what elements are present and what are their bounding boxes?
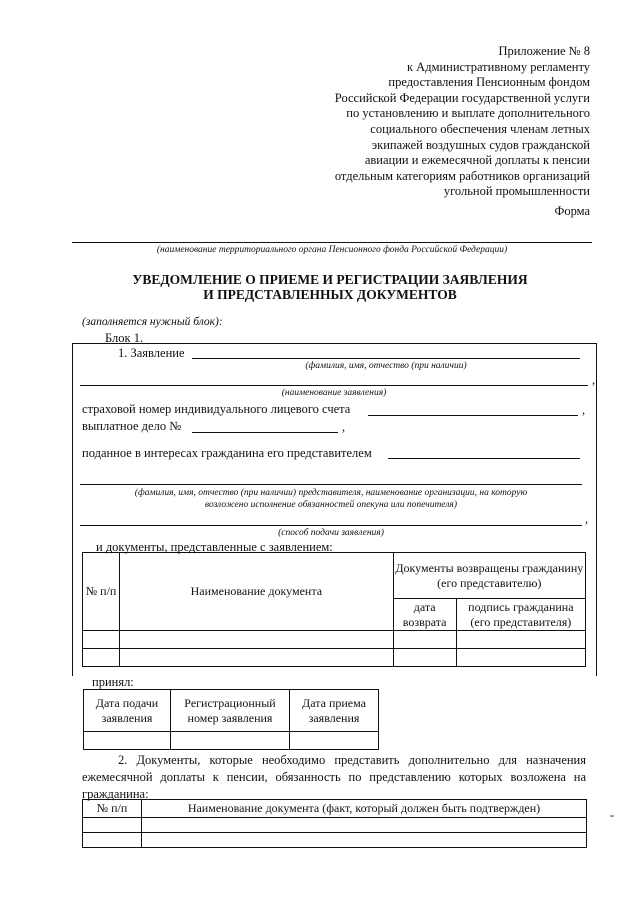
table-cell[interactable]: [84, 732, 171, 750]
docs-col-number: № п/п: [83, 553, 120, 631]
table-cell[interactable]: [393, 631, 456, 649]
appendix-line: социального обеспечения членам летных: [370, 121, 590, 136]
submission-method-field[interactable]: [80, 525, 582, 526]
page-title: [60, 272, 600, 302]
comma: ,: [592, 373, 596, 387]
representative-label: поданное в интересах гражданина его представителем: [82, 446, 372, 460]
table-cell[interactable]: [393, 649, 456, 667]
documents-table: [82, 552, 586, 667]
comma: ,: [585, 512, 589, 526]
application-name-field[interactable]: [80, 385, 588, 386]
table-cell[interactable]: [83, 818, 142, 833]
appendix-line: экипажей воздушных судов гражданской: [371, 137, 590, 152]
accept-col-reg-number: Регистрационный номер заявления: [171, 690, 290, 732]
representative-field-2[interactable]: [80, 484, 582, 485]
appendix-header: [290, 44, 590, 200]
table-cell[interactable]: [171, 732, 290, 750]
appendix-line: к Административному регламенту: [406, 59, 590, 74]
form-label: Форма: [554, 204, 590, 218]
table-cell[interactable]: [83, 631, 120, 649]
title-line: УВЕДОМЛЕНИЕ О ПРИЕМЕ И РЕГИСТРАЦИИ ЗАЯВЛЕНИЯ: [132, 272, 528, 287]
table-row: [83, 649, 586, 667]
extra-col-number: № п/п: [83, 800, 142, 818]
docs-col-return-date: дата возврата: [393, 599, 456, 631]
application-name-caption: (наименование заявления): [281, 388, 387, 398]
table-row: [83, 631, 586, 649]
appendix-line: предоставления Пенсионным фондом: [388, 75, 590, 90]
dash-mark: -: [610, 808, 615, 822]
appendix-line: авиации и ежемесячной доплаты к пенсии: [364, 153, 590, 168]
item2-text: 2. Документы, которые необходимо представить дополнительно для назначения ежемесячной доплаты к пенсии, обязанность по представлению которых возложена на гражданина:: [82, 753, 586, 801]
representative-caption: [80, 487, 582, 511]
accept-col-accept-date: Дата приема заявления: [290, 690, 379, 732]
acceptance-table: [83, 689, 379, 750]
org-name-field[interactable]: [72, 242, 592, 243]
table-cell[interactable]: [83, 649, 120, 667]
org-name-caption: (наименование территориального органа Пенсионного фонда Российской Федерации): [156, 245, 508, 255]
payment-case-label: выплатное дело №: [82, 419, 182, 433]
applicant-name-caption: (фамилия, имя, отчество (при наличии): [305, 361, 467, 371]
table-cell[interactable]: [120, 631, 394, 649]
table-cell[interactable]: [83, 833, 142, 848]
table-cell[interactable]: [142, 833, 587, 848]
documents-intro: и документы, представленные с заявлением:: [96, 540, 333, 554]
title-line: И ПРЕДСТАВЛЕННЫХ ДОКУМЕНТОВ: [203, 287, 457, 302]
docs-col-signature: подпись гражданина (его представителя): [456, 599, 585, 631]
comma: ,: [582, 403, 586, 417]
table-cell[interactable]: [142, 818, 587, 833]
table-row: [84, 732, 379, 750]
appendix-line: Приложение № 8: [498, 44, 590, 58]
comma: ,: [342, 420, 346, 434]
table-cell[interactable]: [290, 732, 379, 750]
accept-col-submit-date: Дата подачи заявления: [84, 690, 171, 732]
table-cell[interactable]: [456, 631, 585, 649]
accepted-label: принял:: [92, 675, 134, 689]
snils-field[interactable]: [368, 415, 578, 416]
submission-method-caption: (способ подачи заявления): [278, 528, 384, 538]
table-row: [83, 818, 587, 833]
application-label: 1. Заявление: [118, 346, 185, 360]
docs-col-name: Наименование документа: [120, 553, 394, 631]
table-cell[interactable]: [456, 649, 585, 667]
appendix-line: отдельным категориям работников организаций: [334, 168, 590, 183]
instructions: (заполняется нужный блок):: [82, 316, 223, 328]
extra-documents-table: [82, 799, 587, 848]
caption-line: возложено исполнение обязанностей опекуна или попечителя): [204, 500, 458, 510]
payment-case-field[interactable]: [192, 432, 338, 433]
appendix-line: по установлению и выплате дополнительного: [346, 106, 590, 121]
block-label: Блок 1.: [105, 331, 144, 345]
appendix-line: угольной промышленности: [443, 184, 590, 199]
appendix-line: Российской Федерации государственной услуги: [334, 90, 590, 105]
snils-label: страховой номер индивидуального лицевого счета: [82, 402, 351, 416]
docs-col-returned: Документы возвращены гражданину (его представителю): [393, 553, 585, 599]
representative-field[interactable]: [388, 458, 580, 459]
table-cell[interactable]: [120, 649, 394, 667]
caption-line: (фамилия, имя, отчество (при наличии) представителя, наименование организации, на которую: [134, 488, 528, 498]
extra-col-name: Наименование документа (факт, который должен быть подтвержден): [142, 800, 587, 818]
applicant-name-field[interactable]: [192, 358, 580, 359]
table-row: [83, 833, 587, 848]
